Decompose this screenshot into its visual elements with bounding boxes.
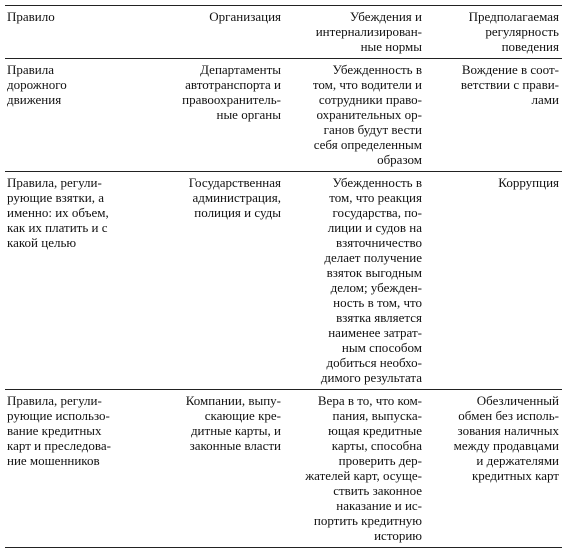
cell-behavior-text: Обезличенный обмен без исполь- зования наличных между продавцами и держателями кредитных карт: [453, 393, 559, 483]
cell-beliefs-text: Убежденность в том, что водители и сотрудники право- охранительных ор- ганов будут вести себя определенным образом: [312, 62, 422, 167]
table-header: [5, 6, 562, 59]
header-rule: [5, 6, 138, 59]
cell-beliefs-text: Вера в то, что ком- пания, выпуска- ющая кредитные карты, способна проверить дер- жателей карт, осуще- ствить законное наказание и ис- портить кредитную историю: [305, 393, 422, 543]
cell-rule: [5, 390, 138, 548]
table-row: [5, 172, 562, 390]
cell-organization: [138, 390, 284, 548]
table-body: [5, 59, 562, 548]
header-row: [5, 6, 562, 59]
cell-behavior-text: Вождение в соот- ветствии с прави- лами: [460, 62, 559, 107]
cell-behavior: [425, 390, 562, 548]
cell-rule: [5, 59, 138, 172]
cell-organization: [138, 59, 284, 172]
cell-rule-text: Правила, регули- рующие взятки, а именно: их объем, как их платить и с какой целью: [7, 175, 109, 250]
cell-organization-text: Департаменты автотранспорта и правоохранитель- ные органы: [182, 62, 281, 122]
cell-behavior-text: Коррупция: [498, 175, 559, 190]
cell-behavior: [425, 172, 562, 390]
cell-organization-text: Государственная администрация, полиция и суды: [188, 175, 281, 220]
cell-rule: [5, 172, 138, 390]
header-beliefs-text: Убеждения и интернализирован- ные нормы: [315, 9, 422, 54]
institutions-table: [5, 5, 562, 548]
cell-rule-text: Правила, регули- рующие использо- вание кредитных карт и преследова- ние мошенников: [7, 393, 111, 468]
cell-behavior: [425, 59, 562, 172]
header-behavior-text: Предполагаемая регулярность поведения: [468, 9, 559, 54]
cell-organization: [138, 172, 284, 390]
cell-beliefs: [284, 172, 425, 390]
header-organization: [138, 6, 284, 59]
header-beliefs: [284, 6, 425, 59]
cell-organization-text: Компании, выпу- скающие кре- дитные карты, и законные власти: [185, 393, 281, 453]
cell-rule-text: Правила дорожного движения: [7, 62, 67, 107]
table-row: [5, 390, 562, 548]
cell-beliefs: [284, 390, 425, 548]
header-rule-text: Правило: [7, 9, 55, 24]
cell-beliefs: [284, 59, 425, 172]
header-behavior: [425, 6, 562, 59]
header-organization-text: Организация: [209, 9, 281, 24]
table-row: [5, 59, 562, 172]
cell-beliefs-text: Убежденность в том, что реакция государства, по- лиции и судов на взяточничество делает получение взяток выгодным делом; убежден- ность в том, что взятка является наименее затрат- ным способом добиться необхо- димого результата: [320, 175, 422, 385]
